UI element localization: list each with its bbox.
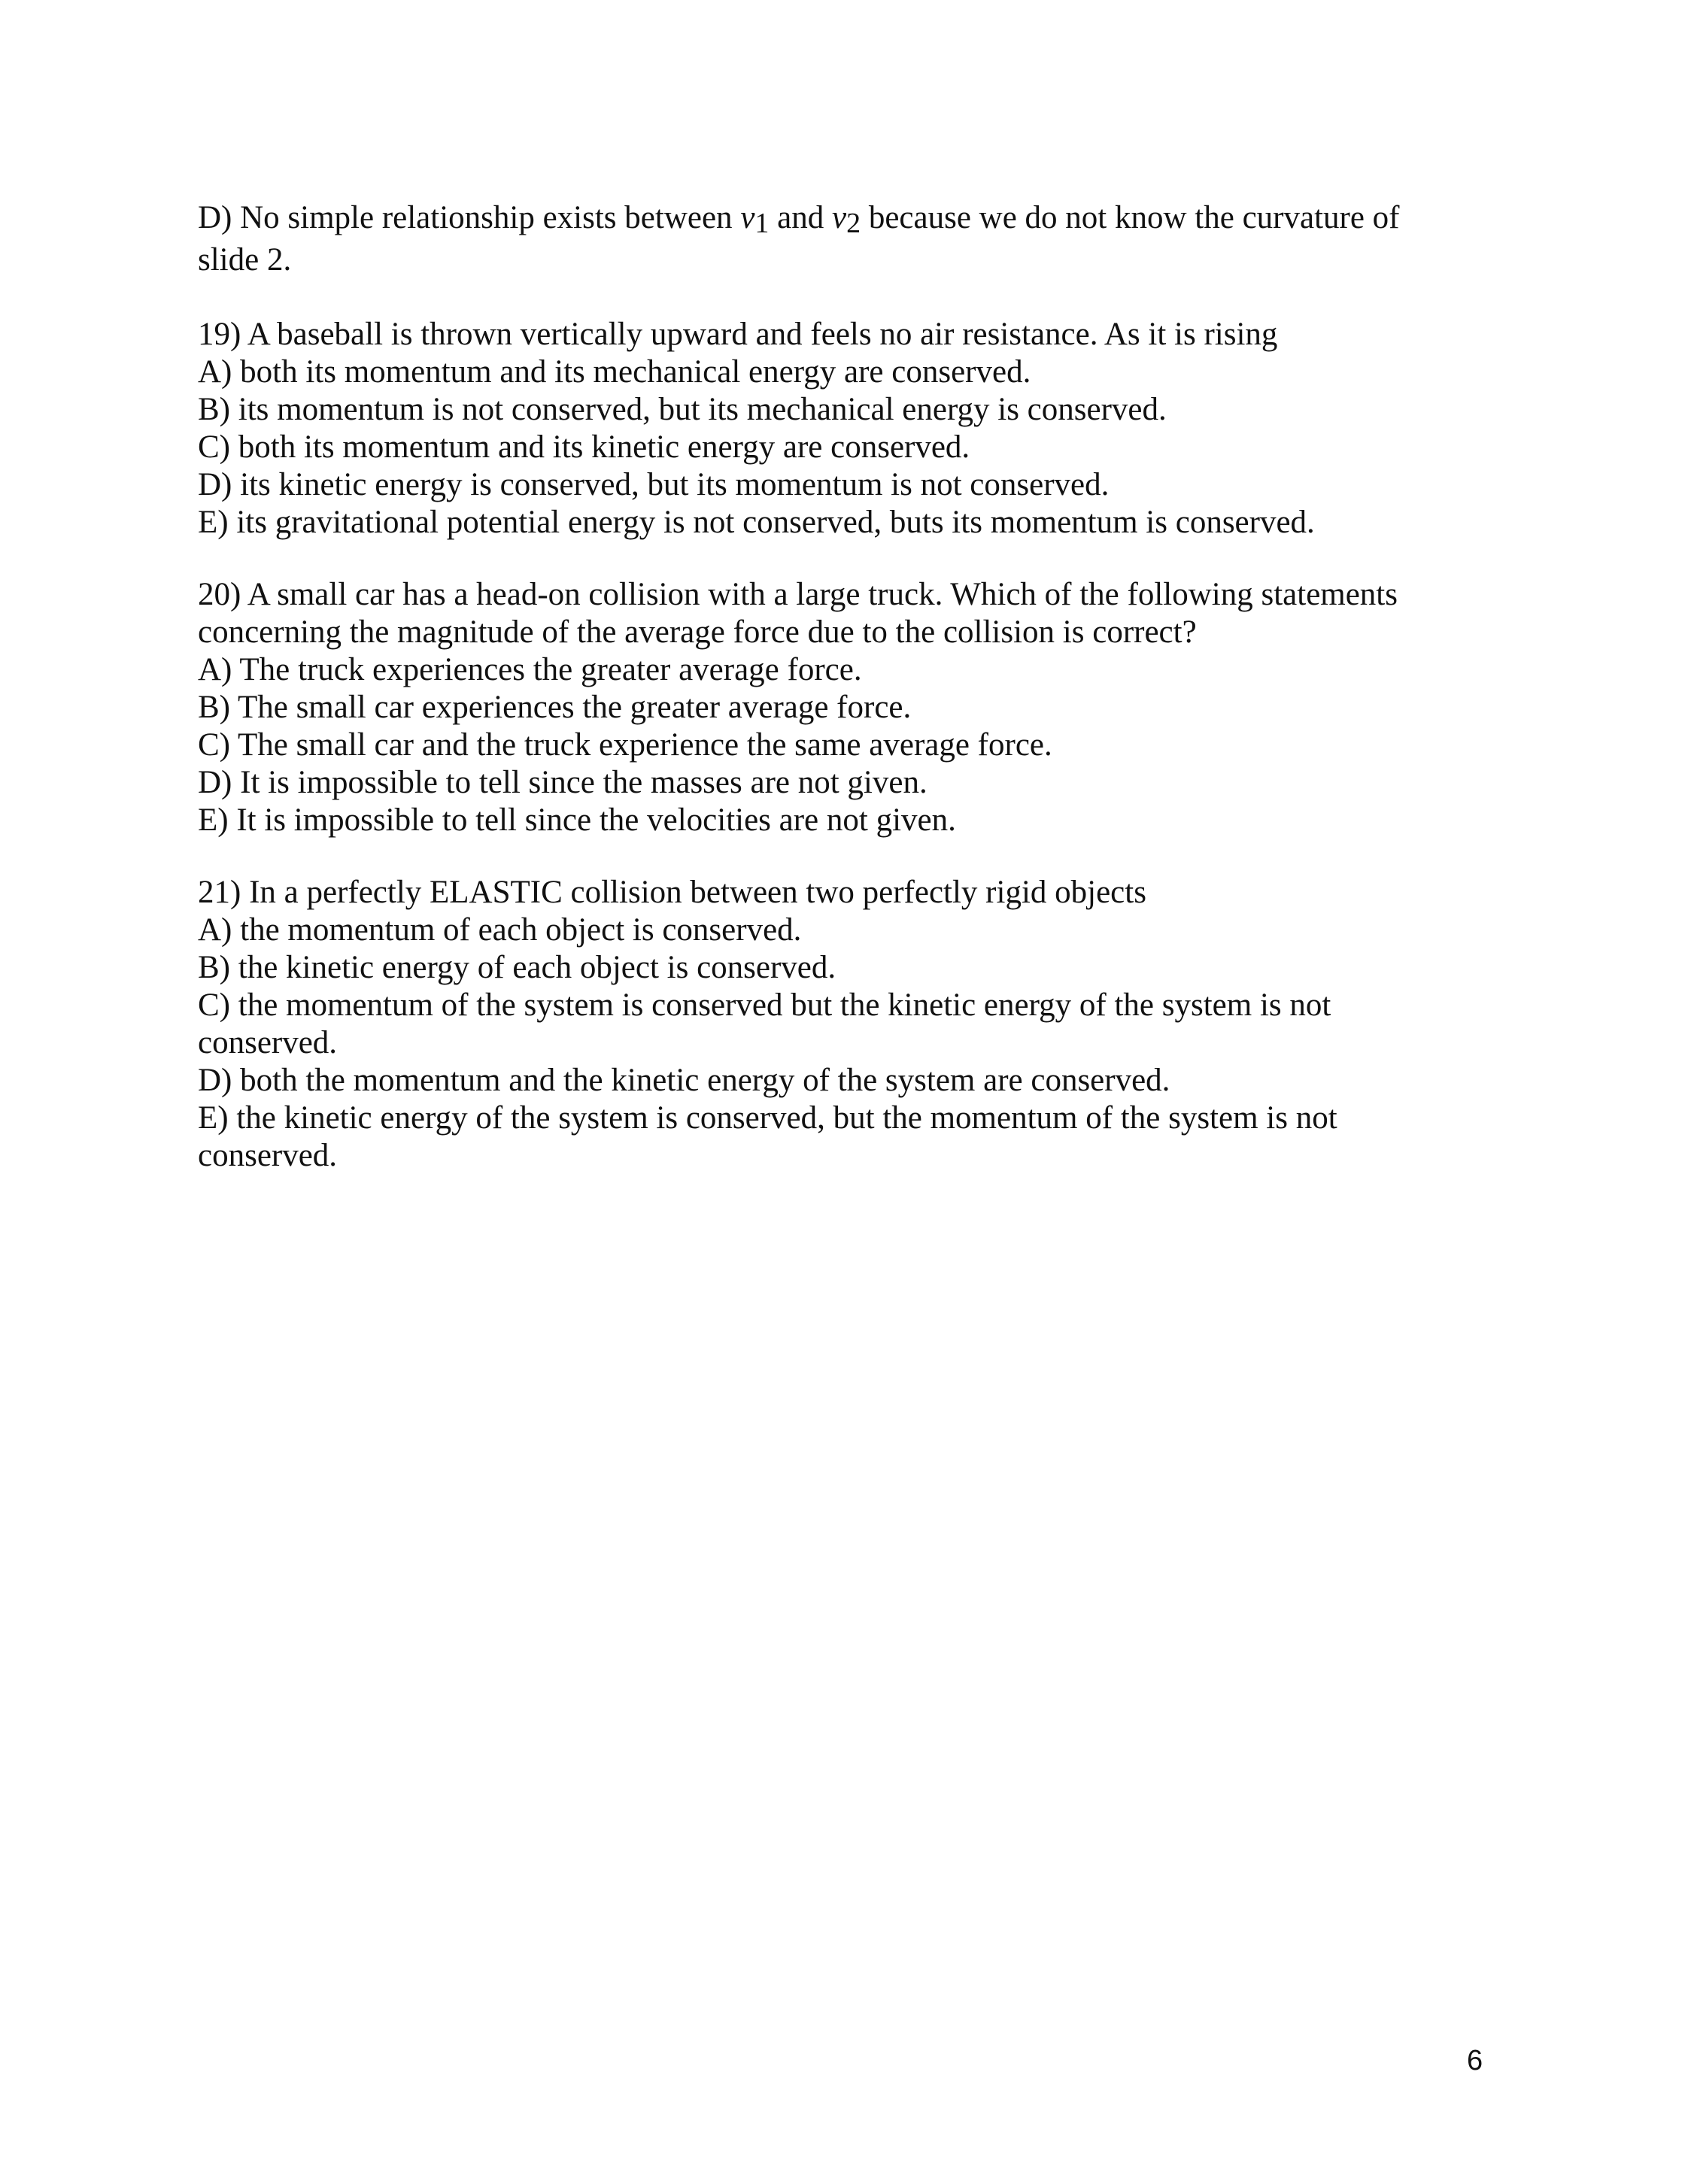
variable-v2-letter: v [832,200,847,235]
answer-option-e-line-2: conserved. [198,1138,338,1173]
answer-option-c-line-2: conserved. [198,1025,338,1060]
answer-option-d: D) its kinetic energy is conserved, but its momentum is not conserved. [198,467,1110,502]
continued-option-d [198,197,1522,281]
answer-option-d: D) It is impossible to tell since the masses are not given. [198,765,927,800]
variable-v1 [740,200,770,239]
variable-v2 [832,200,861,239]
answer-option-b: B) The small car experiences the greater average force. [198,690,912,725]
page-content [198,197,1522,1175]
question-19 [198,316,1522,541]
answer-option-a: A) The truck experiences the greater average force. [198,652,862,687]
answer-option-a: A) both its momentum and its mechanical energy are conserved. [198,354,1031,390]
continued-option-d-text-3: because we do not know the curvature of [861,200,1400,235]
answer-option-c: C) The small car and the truck experience the same average force. [198,727,1052,763]
answer-option-c-line-1: C) the momentum of the system is conserved but the kinetic energy of the system is not [198,987,1331,1023]
question-stem-line-2: concerning the magnitude of the average force due to the collision is correct? [198,614,1197,650]
question-20 [198,576,1522,839]
question-21 [198,874,1522,1175]
question-stem-line-1: 20) A small car has a head-on collision with a large truck. Which of the following statements [198,577,1398,612]
answer-option-b: B) its momentum is not conserved, but its mechanical energy is conserved. [198,392,1167,427]
variable-v2-subscript: 2 [846,208,861,239]
answer-option-a: A) the momentum of each object is conserved. [198,912,802,948]
page-number: 6 [1467,2045,1483,2076]
question-stem: 21) In a perfectly ELASTIC collision between two perfectly rigid objects [198,875,1146,910]
continued-option-d-line-2: slide 2. [198,242,292,278]
answer-option-b: B) the kinetic energy of each object is conserved. [198,950,836,985]
question-stem: 19) A baseball is thrown vertically upward and feels no air resistance. As it is rising [198,317,1278,352]
answer-option-c: C) both its momentum and its kinetic energy are conserved. [198,429,970,465]
answer-option-e: E) its gravitational potential energy is not conserved, buts its momentum is conserved. [198,505,1315,540]
continued-option-d-text-2: and [769,200,832,235]
continued-option-d-line-1 [198,197,1522,239]
variable-v1-letter: v [740,200,755,235]
answer-option-e: E) It is impossible to tell since the velocities are not given. [198,802,956,838]
continued-option-d-text-1: D) No simple relationship exists between [198,200,741,235]
variable-v1-subscript: 1 [754,208,770,239]
answer-option-e-line-1: E) the kinetic energy of the system is conserved, but the momentum of the system is not [198,1100,1337,1136]
answer-option-d: D) both the momentum and the kinetic energy of the system are conserved. [198,1063,1170,1098]
